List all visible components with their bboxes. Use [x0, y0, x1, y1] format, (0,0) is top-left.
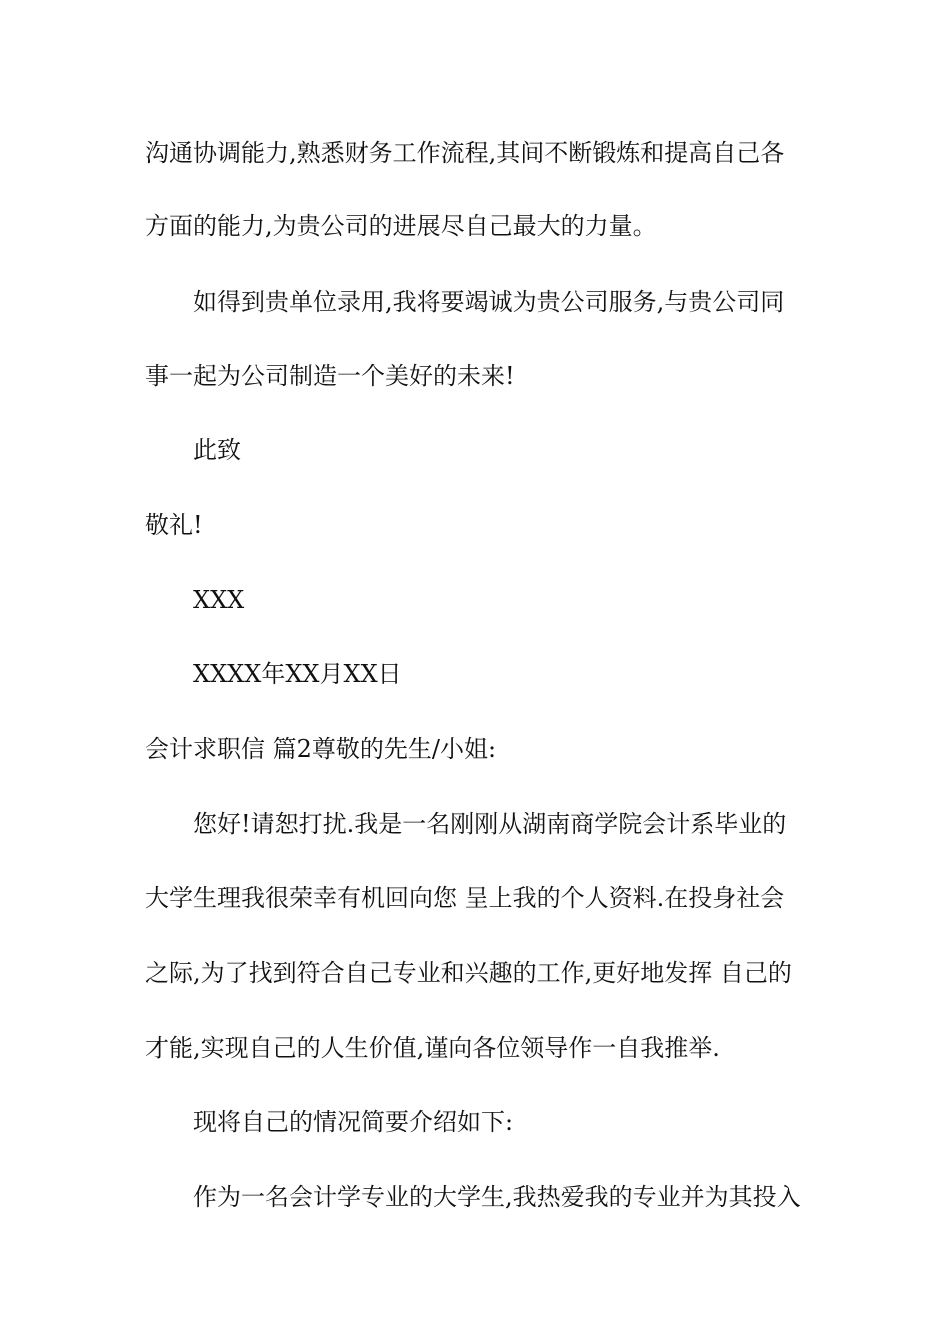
text-line: 如得到贵单位录用,我将要竭诚为贵公司服务,与贵公司同: [193, 288, 785, 316]
text-line: 沟通协调能力,熟悉财务工作流程,其间不断锻炼和提高自己各: [145, 139, 785, 167]
text-line: 之际,为了找到符合自己专业和兴趣的工作,更好地发挥 自己的: [145, 959, 792, 987]
text-line: 您好!请恕打扰.我是一名刚刚从湖南商学院会计系毕业的: [193, 810, 787, 838]
text-line: XXXX年XX月XX日: [193, 660, 402, 688]
text-line: XXX: [193, 586, 245, 614]
text-line: 大学生理我很荣幸有机回向您 呈上我的个人资料.在投身社会: [145, 884, 785, 912]
text-line: 事一起为公司制造一个美好的未来!: [145, 362, 515, 390]
text-line: 此致: [193, 436, 241, 464]
text-line: 方面的能力,为贵公司的进展尽自己最大的力量。: [145, 212, 657, 240]
text-line: 敬礼!: [145, 511, 203, 539]
text-line: 才能,实现自己的人生价值,谨向各位领导作一自我推举.: [145, 1034, 720, 1062]
text-line: 作为一名会计学专业的大学生,我热爱我的专业并为其投入: [193, 1183, 801, 1211]
text-line: 会计求职信 篇2尊敬的先生/小姐:: [145, 735, 497, 763]
text-line: 现将自己的情况简要介绍如下:: [193, 1108, 514, 1136]
